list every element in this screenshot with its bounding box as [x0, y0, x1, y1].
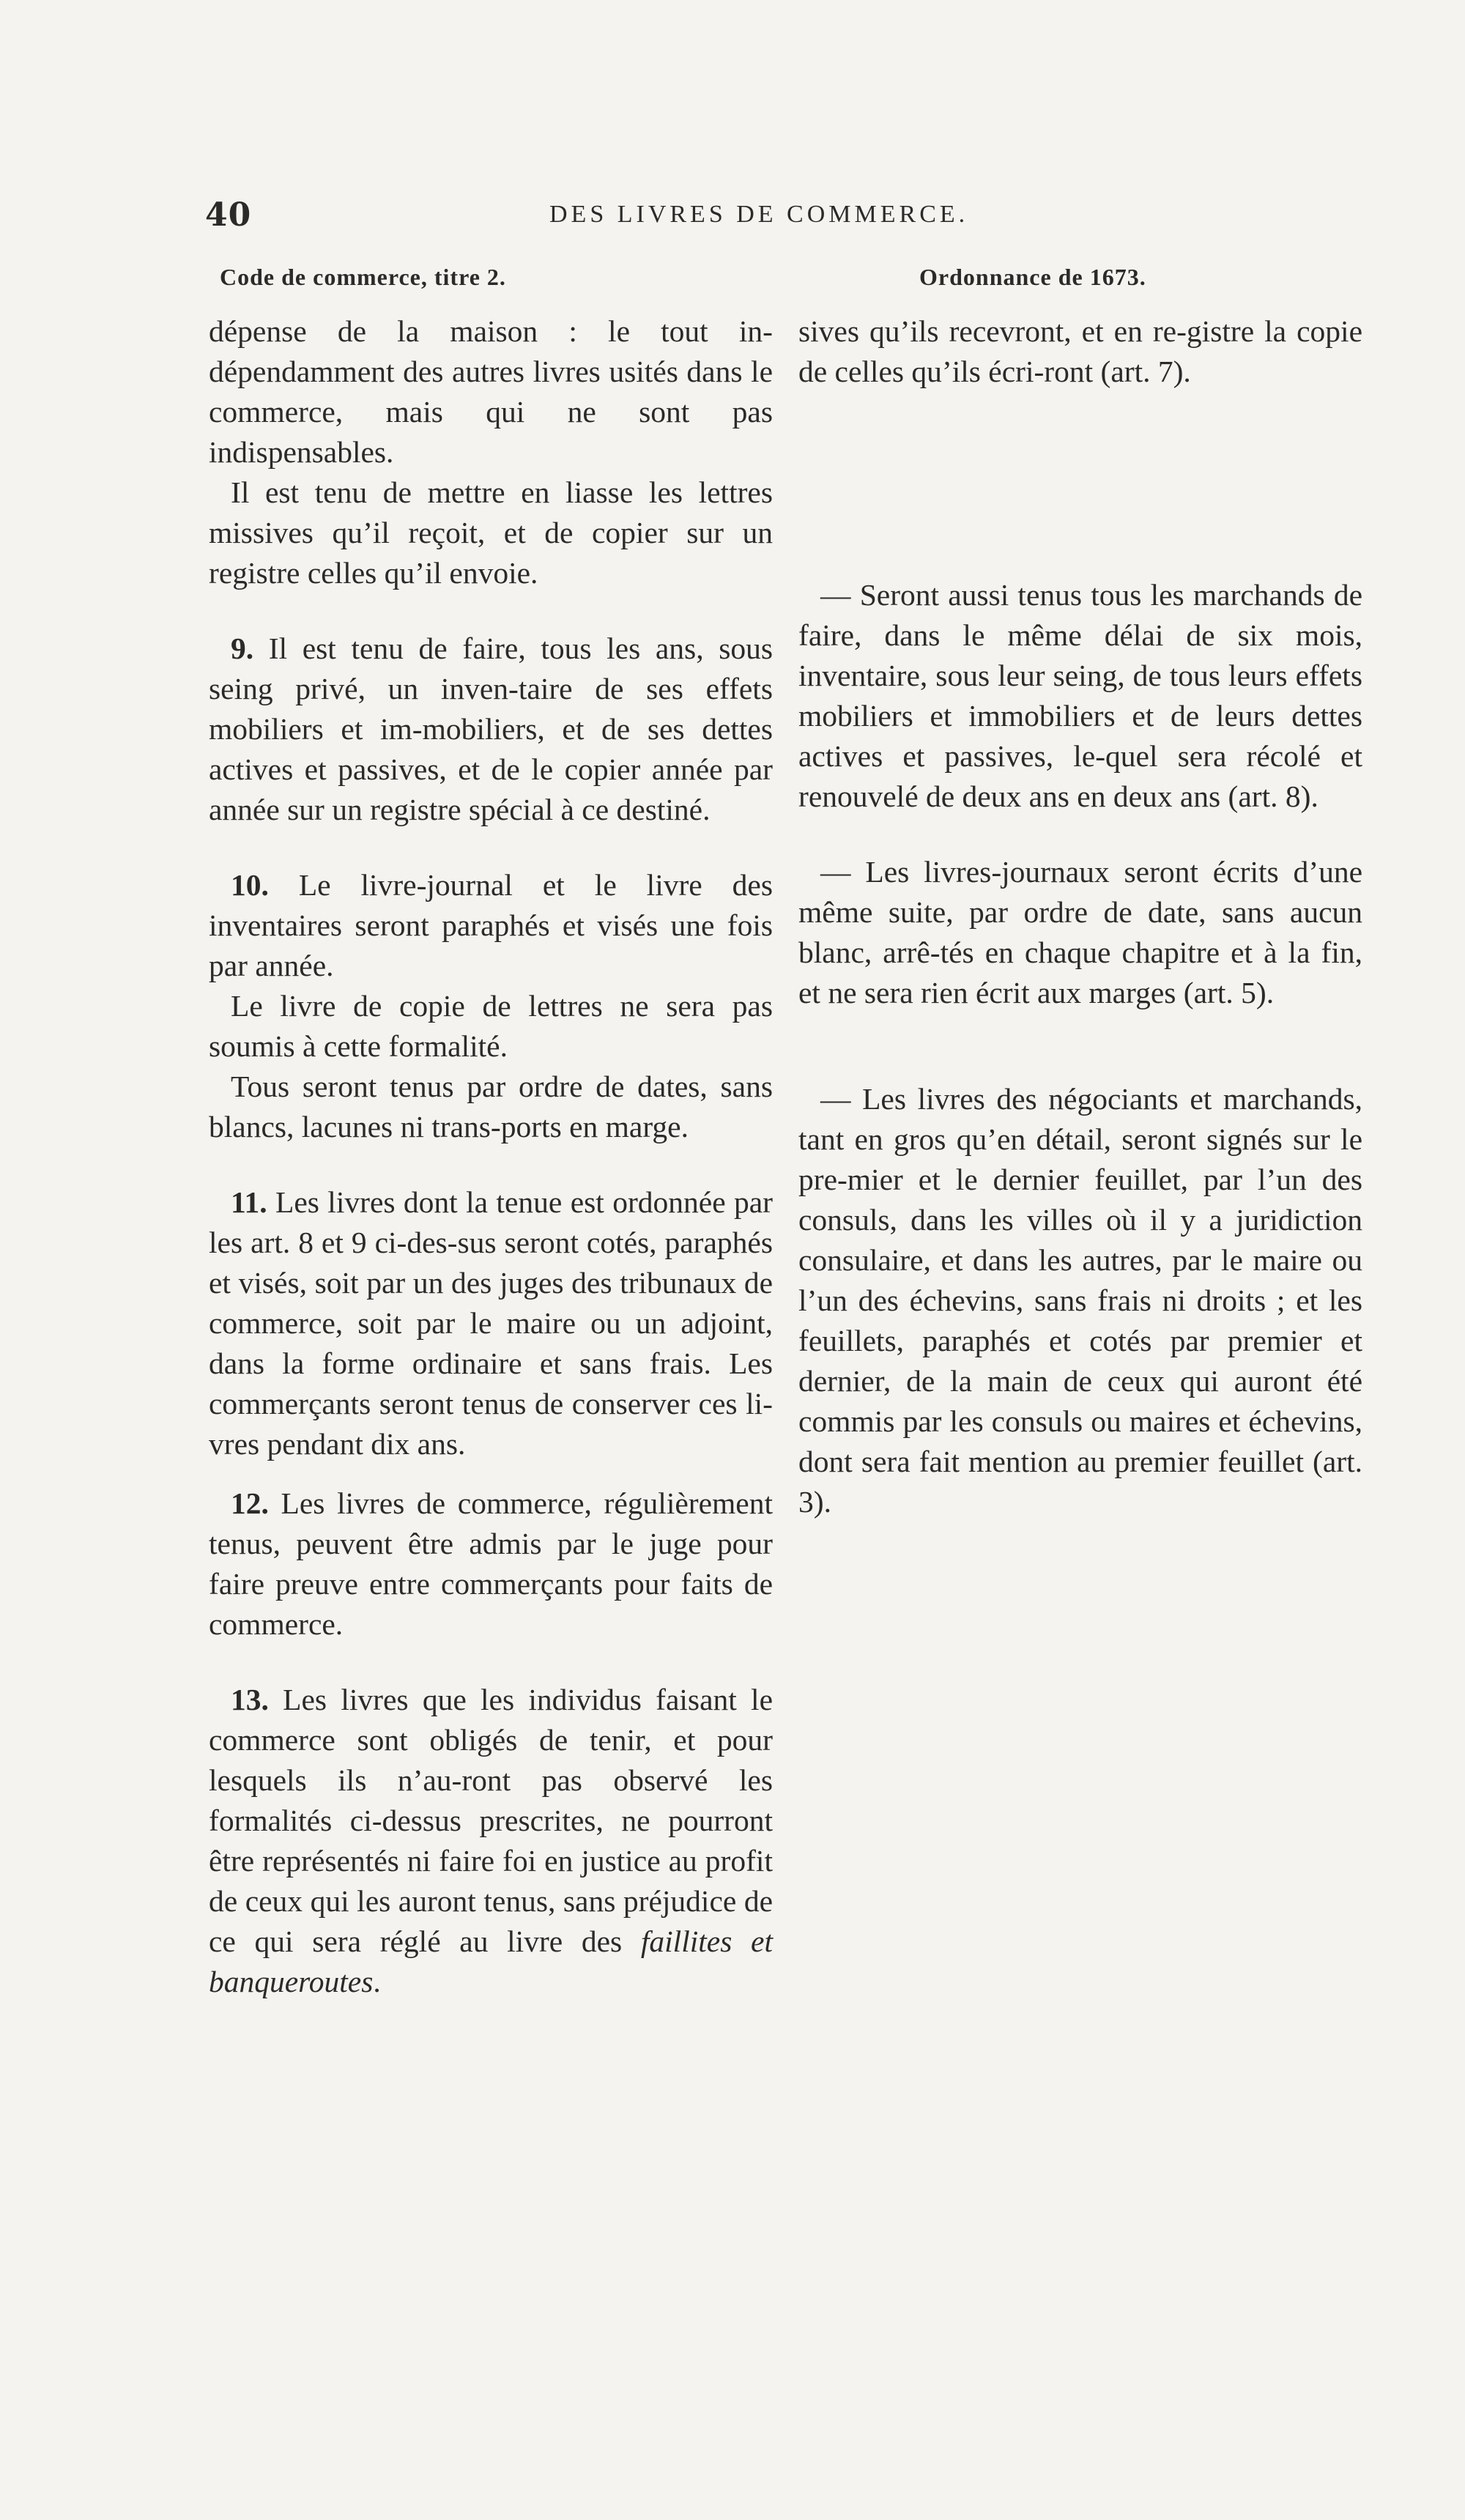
left-intro-paragraph: dépense de la maison : le tout in-dépendamment des autres livres usités dans le commerce, mais qui ne sont pas indispensables.: [209, 314, 773, 469]
article-10: [209, 865, 773, 986]
page-number: 40: [205, 196, 252, 234]
article-10-paragraph-2: Le livre de copie de lettres ne sera pas soumis à cette formalité.: [209, 989, 773, 1063]
right-intro-paragraph: sives qu’ils recevront, et en re-gistre la copie de celles qu’ils écri-ront (art. 7).: [798, 314, 1362, 388]
article-10-text: Le livre-journal et le livre des inventaires seront paraphés et visés une fois par année.: [209, 868, 773, 982]
right-column-heading: Ordonnance de 1673.: [919, 264, 1146, 290]
article-11: [209, 1182, 773, 1464]
article-11-text: Les livres dont la tenue est ordonnée par les art. 8 et 9 ci-des-sus seront cotés, paraphés et visés, soit par un des juges des tribunaux de commerce, soit par le maire ou un adjoint, dans la forme ordinaire et sans frais. Les commerçants seront tenus de conserver ces li-vres pendant dix ans.: [209, 1185, 773, 1461]
left-column: [209, 311, 773, 2002]
ordonnance-article-8: — Seront aussi tenus tous les marchands de faire, dans le même délai de six mois, inventaire, sous leur seing, de tous leurs effets mobiliers et immobiliers et de leurs dettes actives et passives, le-quel sera récolé et renouvelé de deux ans en deux ans (art. 8).: [798, 578, 1362, 813]
article-13-end: .: [373, 1965, 381, 1998]
left-missives-paragraph: Il est tenu de mettre en liasse les lettres missives qu’il reçoit, et de copier sur un registre celles qu’il envoie.: [209, 475, 773, 590]
article-10-paragraph-3: Tous seront tenus par ordre de dates, sans blancs, lacunes ni trans-ports en marge.: [209, 1070, 773, 1144]
ordonnance-article-3: — Les livres des négociants et marchands, tant en gros qu’en détail, seront signés sur le pre-mier et le dernier feuillet, par l’un des consuls, dans les villes où il y a juridiction consulaire, et dans les autres, par le maire ou l’un des échevins, sans frais ni droits ; et les feuillets, paraphés et cotés par premier et dernier, de la main de ceux qui auront été commis par les consuls ou maires et échevins, dont sera fait mention au premier feuillet (art. 3).: [798, 1082, 1362, 1519]
article-13: [209, 1680, 773, 2002]
article-12: [209, 1483, 773, 1645]
right-column: [798, 311, 1362, 1522]
article-13-text: Les livres que les individus faisant le commerce sont obligés de tenir, et pour lesquels ils n’au-ront pas observé les formalités ci-dessus prescrites, ne pourront être représentés ni faire foi en justice au profit de ceux qui les auront tenus, sans préjudice de ce qui sera réglé au livre des: [209, 1683, 773, 1958]
article-9: [209, 629, 773, 830]
article-13-italic-title: faillites et banqueroutes: [209, 1924, 773, 1998]
article-11-number: 11.: [231, 1185, 267, 1219]
article-10-number: 10.: [231, 868, 269, 902]
running-title: DES LIVRES DE COMMERCE.: [549, 201, 969, 228]
left-column-heading: Code de commerce, titre 2.: [220, 264, 506, 290]
article-13-number: 13.: [231, 1683, 269, 1716]
ordonnance-article-5: — Les livres-journaux seront écrits d’une même suite, par ordre de date, sans aucun blanc, arrê-tés en chaque chapitre et à la fin, et ne sera rien écrit aux marges (art. 5).: [798, 855, 1362, 1009]
running-head: [205, 196, 1384, 240]
article-9-text: Il est tenu de faire, tous les ans, sous seing privé, un inven-taire de ses effets mobiliers et im-mobiliers, et de ses dettes actives et passives, et de le copier année par année sur un registre spécial à ce destiné.: [209, 631, 773, 826]
article-12-number: 12.: [231, 1486, 269, 1520]
article-9-number: 9.: [231, 631, 254, 665]
article-12-text: Les livres de commerce, régulièrement tenus, peuvent être admis par le juge pour faire preuve entre commerçants pour faits de commerce.: [209, 1486, 773, 1641]
